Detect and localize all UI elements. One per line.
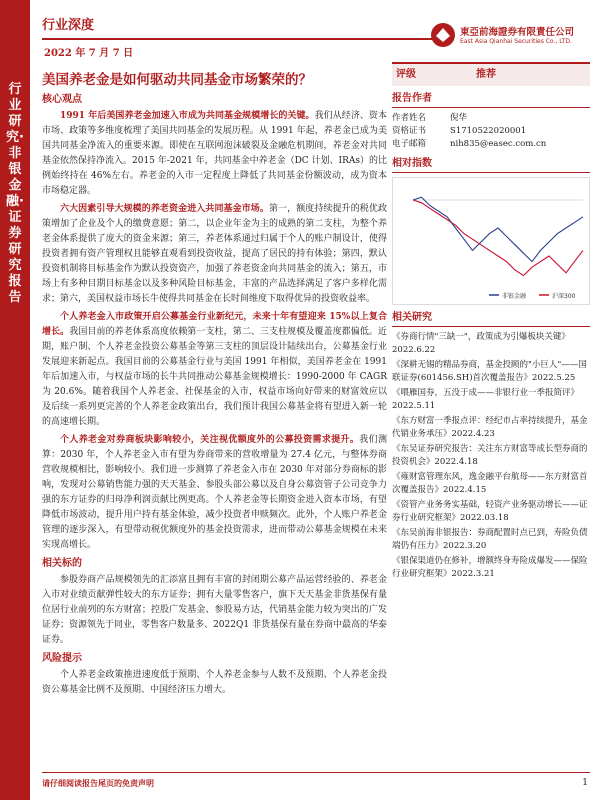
rating-label: 评级 — [396, 69, 416, 80]
paragraph-4-highlight: 个人养老金对券商板块影响较小，关注视优额度外的公募投资需求提升。 — [60, 435, 360, 445]
paragraph-4 — [42, 433, 387, 553]
email-row — [392, 138, 590, 151]
footer-divider — [42, 772, 590, 773]
paragraph-4-text: 我们测算：2030 年，个人养老金入市有望为券商带来的营收增量为 27.4 亿元，与整体券商营收规模相比，影响较小。我们进一步测算了养老金入市在 2030 年对部分券商标的影响，发现对公募销售能力强的天天基金、参股头部公募以及自身公募资管子公司竞争力强的东方证券的归母净利润贡献比例更高。个人养老金等长期资金进入资本市场，有望降低市场波动，提升用户持有基金体验，减少投资者申赎频次。此外，个人账户养老金管理的逐步深入，有望带动税优额度外的基金投资需求，进而带动公募基金规模在未来实现高增长。 — [42, 435, 387, 550]
logo-en: East Asia Qianhai Securities Co., LTD. — [460, 38, 572, 45]
chart-series-line — [413, 197, 583, 261]
chart-heading: 相对指数 — [392, 158, 432, 169]
paragraph-3 — [42, 310, 387, 430]
rating-box — [392, 62, 590, 86]
related-research-item[interactable]: 《券商行情"三缺一"，政策成为引爆板块关键》2022.6.22 — [392, 332, 570, 355]
page-header — [42, 14, 590, 60]
rating-value: 推荐 — [476, 69, 496, 80]
core-viewpoint-heading: 核心观点 — [42, 94, 82, 105]
cert-value: S1710522020001 — [450, 126, 527, 136]
email-value[interactable]: nih835@easec.com.cn — [450, 139, 547, 149]
paragraph-5: 参股券商产品规模领先的汇添富且拥有丰富的封闭期公募产品运营经验的、养老金入市对业绩贡献弹性较大的东方证券；拥有大量零售客户，旗下天天基金非货基保有量位居行业前列的东方财富；控股广发基金、参股易方达，代销基金能力较为突出的广发证券；资源领先于同业，零售客户数量多、2022Q1 非货基保有量在券商中最高的华泰证券。 — [42, 575, 387, 645]
author-divider — [392, 107, 590, 108]
paragraph-2 — [42, 202, 387, 307]
relative-index-chart — [392, 177, 590, 305]
vertical-category-text: 行业研究·非银金融·证券研究报告 — [6, 82, 24, 305]
related-divider — [392, 326, 590, 327]
paragraph-2-text: 第一，额度持续提升的税优政策增加了企业及个人的缴费意愿；第二，以企业年金为主的成熟的第二支柱，为整个养老金体系提供了庞大的资金来源；第三，养老体系通过归属于个人的账户制设计，使得投资者拥有资产管理权且能够直观看到投资收益，提高了居民的持有体验；第四，默认投资机制将目标基金作为默认投资资产，加强了养老资金向共同基金的流入；第五，市场上有多种目期目标基金以及多种风险目标基金，丰富的产品选择满足了客户多样化需求；第六，美国权益市场长牛使得共同基金在长时间维度下取得优异的投资收益率。 — [42, 204, 387, 304]
email-key: 电子邮箱 — [392, 139, 427, 149]
related-research-item[interactable]: 《东吴前海非银报告：券商配置时点已到，寿险负债端仍有压力》2022.3.20 — [392, 528, 588, 551]
paragraph-3-text: 我国目前的养老体系高度依赖第一支柱，第二、三支柱规模及覆盖度都偏低。近期，账户制、个人养老金投资公募基金等第三支柱的顶层设计陆续出台，公募基金行业发展迎来新起点。我国目前的公募基金行业与美国 1991 年相似，美国养老金在 1991 年后加速入市，与权益市场的长牛共同推动公募基金规模增长：1990-2000 年 CAGR 为 20.6%。随着我国个人养老金、社保基金的入市，权益市场向好带来的财富效应以及后续一系列更完善的个人养老金政策出台，我们预计我国公募基金将有望进入新一轮的高速增长期。 — [42, 327, 387, 427]
main-content — [42, 92, 387, 701]
logo-mark-icon — [430, 22, 456, 48]
related-research-item[interactable]: 《雍财富管理东风，逸金融平台航母——东方财富首次覆盖报告》2022.4.15 — [392, 472, 588, 495]
paragraph-1-text: 我们从经济、资本市场、政策等多维度梳理了美国共同基金的发展历程。从 1991 年起，养老金已成为美国共同基金净流入的重要来源。即使在互联网泡沫破裂及金融危机期间，养老金对共同基金依然保持净流入。2015 年-2021 年，共同基金中养老金（DC 计划、IRAs）的比例始终持在 46%左右。养老金的入市一定程度上降低了共同基金份额波动，成为资本市场稳定器。 — [42, 111, 387, 196]
legend-label: 沪深300 — [552, 293, 576, 300]
header-divider — [42, 38, 432, 40]
left-color-bar — [0, 0, 30, 800]
footer-disclaimer: 请仔细阅读报告尾页的免责声明 — [42, 778, 154, 788]
related-targets-heading: 相关标的 — [42, 558, 82, 569]
cert-row — [392, 125, 590, 138]
paragraph-1 — [42, 109, 387, 199]
legend-label: 非银金融 — [502, 293, 527, 300]
related-research-heading: 相关研究 — [392, 312, 432, 323]
related-research-item[interactable]: 《深耕无锡的精品券商，基金投顾的"小巨人"——国联证券(601456.SH)首次覆盖报告》2022.5.25 — [392, 360, 587, 383]
chart-divider — [392, 172, 590, 173]
related-research-item[interactable]: 《喂雁国券，五没于成——非银行业一季报简评》2022.5.11 — [392, 388, 580, 411]
company-logo — [430, 22, 590, 52]
author-row — [392, 112, 590, 125]
relative-index-svg — [393, 178, 589, 304]
related-research-item[interactable]: 《银保渠道仍在修补，增额终身寿险成爆发——保险行业研究框架》2022.3.21 — [392, 556, 588, 579]
related-research-item[interactable]: 《资管产业务务实基础，轻资产业务驱动增长——证券行业研究框架》2022.03.18 — [392, 500, 588, 523]
related-research-item[interactable]: 《东吴证券研究报告：关注东方财富等成长型券商的投资机会》2022.4.18 — [392, 444, 588, 467]
risk-heading: 风险提示 — [42, 653, 82, 664]
page-title: 美国养老金是如何驱动共同基金市场繁荣的？ — [42, 72, 312, 88]
author-key: 作者姓名 — [392, 113, 427, 123]
report-date: 2022 年 7 月 7 日 — [44, 48, 134, 59]
paragraph-2-highlight: 六大因素引导大规模的养老资金进入共同基金市场。 — [60, 204, 269, 214]
page-number: 1 — [582, 778, 588, 788]
paragraph-6: 个人养老金政策推进速度低于预期、个人养老金参与人数不及预期、个人养老金投资公募基金比例不及预期、中国经济压力增大。 — [42, 670, 387, 695]
paragraph-1-highlight: 1991 年后美国养老金加速入市成为共同基金规模增长的关键。 — [60, 111, 315, 121]
sidebar — [392, 62, 590, 583]
logo-cn: 東亞前海證券有限責任公司 — [460, 27, 575, 38]
cert-key: 资格证书 — [392, 126, 427, 136]
related-research-list — [392, 331, 590, 581]
paragraph-3-highlight: 个人养老金入市政策开启公募基金行业新纪元，未来十年有望迎来 15%以上复合增长。 — [42, 312, 387, 337]
author-heading: 报告作者 — [392, 93, 432, 104]
report-type: 行业深度 — [42, 18, 95, 33]
author-value: 倪华 — [450, 113, 468, 123]
related-research-item[interactable]: 《东方财富一季报点评：经纪市占率持续提升，基金代销业务承压》2022.4.23 — [392, 416, 588, 439]
